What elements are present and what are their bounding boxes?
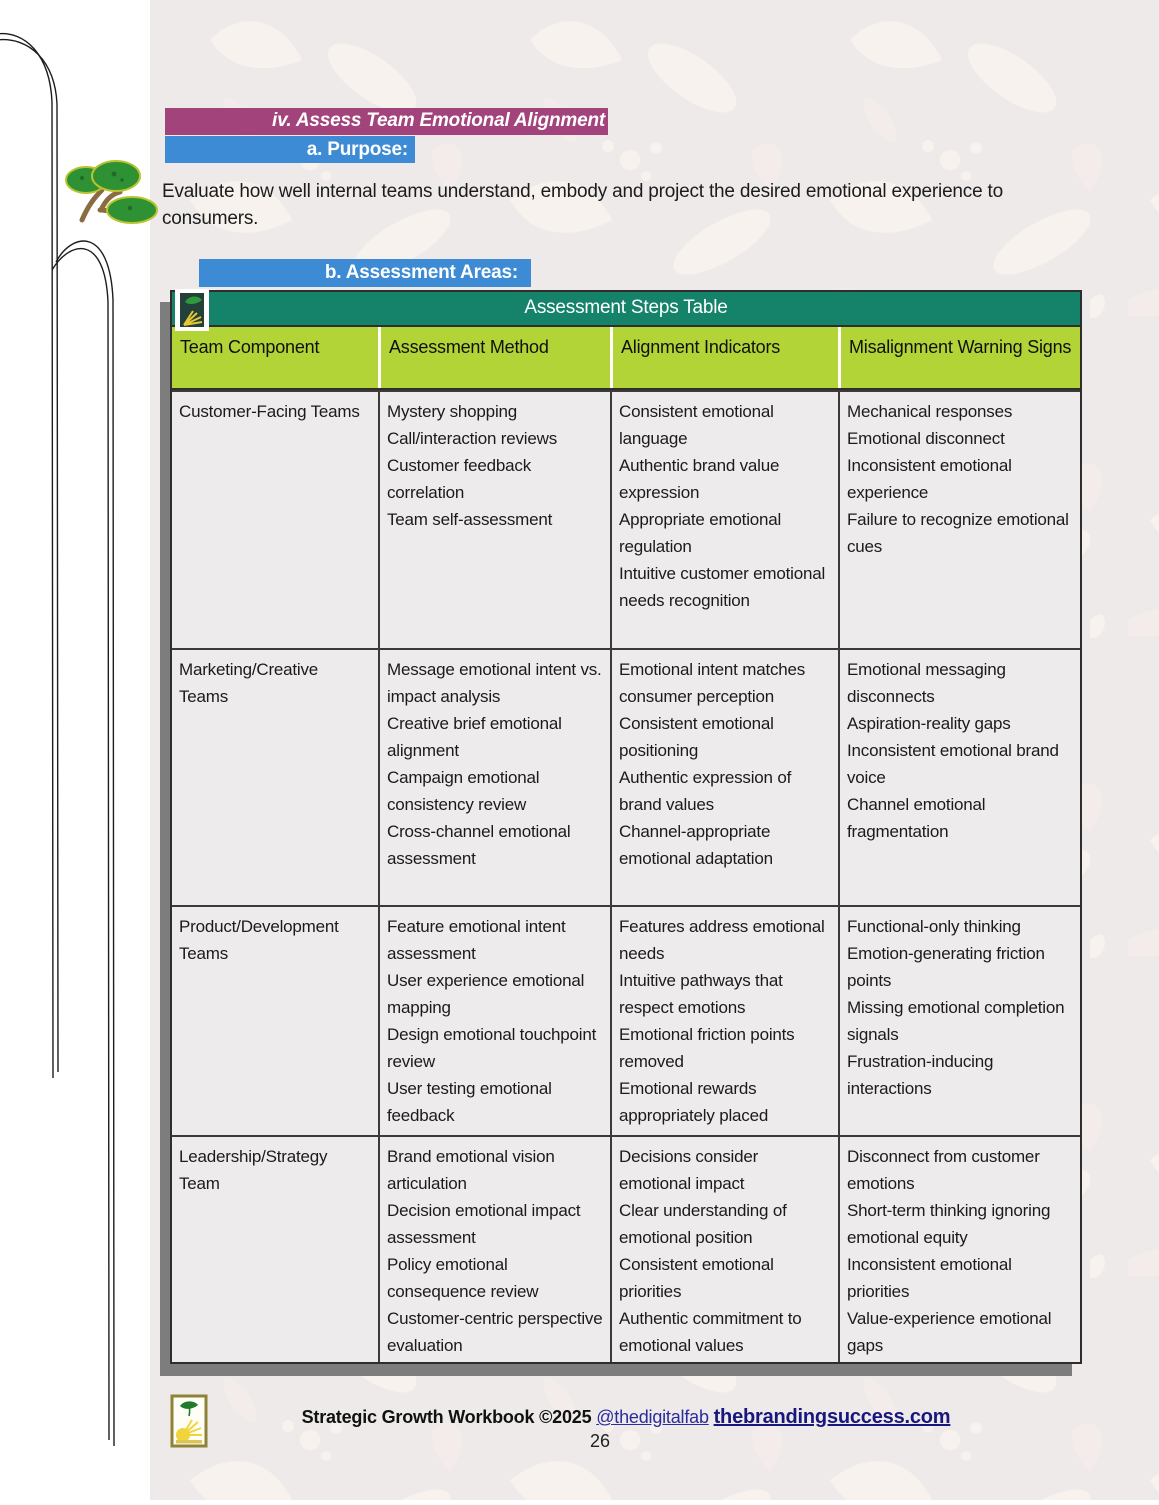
- column-header-team-component: Team Component: [180, 337, 320, 357]
- table-title: Assessment Steps Table: [524, 297, 728, 318]
- table-header-row: [172, 325, 1080, 390]
- table-cell-methods: Message emotional intent vs. impact analysis Creative brief emotional alignment Campaign emotional consistency review Cross-channel emotional assessment: [378, 650, 610, 905]
- table-cell-methods: Mystery shopping Call/interaction reviews Customer feedback correlation Team self-assessment: [378, 392, 610, 648]
- brand-logo-icon: [175, 289, 209, 331]
- table-cell-warnings: Emotional messaging disconnects Aspiration-reality gaps Inconsistent emotional brand voice Channel emotional fragmentation: [838, 650, 1080, 905]
- page-number: 26: [589, 1431, 611, 1451]
- table-cell-warnings: Mechanical responses Emotional disconnect Inconsistent emotional experience Failure to recognize emotional cues: [838, 392, 1080, 648]
- table-cell-methods: Brand emotional vision articulation Decision emotional impact assessment Policy emotional consequence review Customer-centric perspective evaluation: [378, 1137, 610, 1362]
- table-row: [172, 1135, 1080, 1362]
- table-cell-indicators: Emotional intent matches consumer perception Consistent emotional positioning Authentic expression of brand values Channel-appropriate emotional adaptation: [610, 650, 838, 905]
- table-cell-warnings: Functional-only thinking Emotion-generating friction points Missing emotional completion signals Frustration-inducing interactions: [838, 907, 1080, 1135]
- credit-handle-link[interactable]: @thedigitalfab: [596, 1407, 709, 1427]
- column-header-misalignment-warning-signs: Misalignment Warning Signs: [838, 327, 1080, 388]
- purpose-paragraph: Evaluate how well internal teams understand, embody and project the desired emotional experience to consumers.: [162, 181, 1003, 229]
- credit-site-link[interactable]: thebrandingsuccess.com: [713, 1406, 951, 1428]
- table-row: [172, 905, 1080, 1135]
- table-body: [172, 390, 1080, 1362]
- table-cell-methods: Feature emotional intent assessment User experience emotional mapping Design emotional touchpoint review User testing emotional feedback: [378, 907, 610, 1135]
- column-header-alignment-indicators: Alignment Indicators: [610, 327, 838, 388]
- purpose-heading: a. Purpose:: [165, 136, 415, 163]
- table-cell-component: Marketing/Creative Teams: [179, 660, 319, 706]
- footer-credit: [170, 1406, 1082, 1429]
- assessment-table: [170, 290, 1082, 1364]
- table-cell-indicators: Features address emotional needs Intuitive pathways that respect emotions Emotional friction points removed Emotional rewards appropriately placed: [610, 907, 838, 1135]
- column-header-assessment-method: Assessment Method: [378, 327, 610, 388]
- areas-heading: b. Assessment Areas:: [199, 259, 531, 287]
- left-margin-decoration: [0, 0, 170, 1500]
- table-cell-component: Leadership/Strategy Team: [179, 1147, 328, 1193]
- table-title-bar: [172, 292, 1080, 325]
- table-cell-component: Product/Development Teams: [179, 917, 339, 963]
- table-cell-component: Customer-Facing Teams: [179, 402, 360, 421]
- table-cell-indicators: Consistent emotional language Authentic brand value expression Appropriate emotional regulation Intuitive customer emotional needs recognition: [610, 392, 838, 648]
- section-heading: iv. Assess Team Emotional Alignment: [165, 108, 608, 135]
- workbook-credit-text: Strategic Growth Workbook ©2025: [301, 1407, 592, 1427]
- table-row: [172, 648, 1080, 905]
- table-cell-warnings: Disconnect from customer emotions Short-term thinking ignoring emotional equity Inconsistent emotional priorities Value-experience emotional gaps: [838, 1137, 1080, 1362]
- bonsai-plant-illustration: [54, 148, 158, 244]
- table-cell-indicators: Decisions consider emotional impact Clear understanding of emotional position Consistent emotional priorities Authentic commitment to emotional values: [610, 1137, 838, 1362]
- table-row: [172, 390, 1080, 648]
